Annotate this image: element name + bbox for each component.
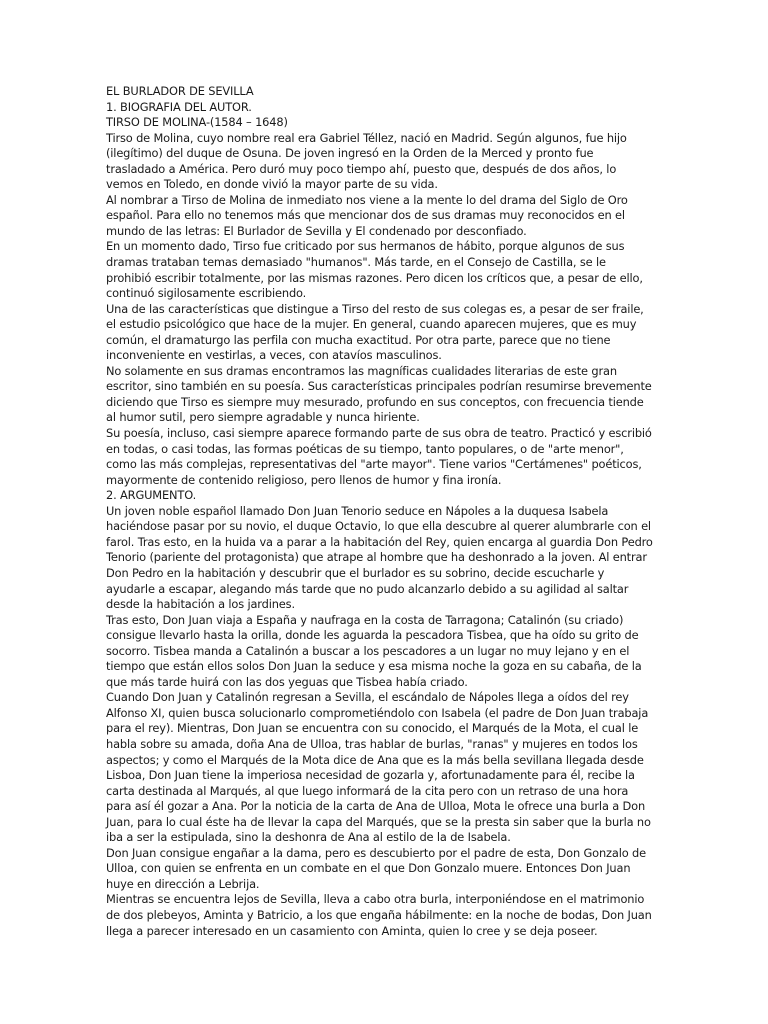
author-heading: TIRSO DE MOLINA-(1584 – 1648)	[106, 115, 288, 130]
plot-paragraph: Cuando Don Juan y Catalinón regresan a Sevilla, el escándalo de Nápoles llega a oídos del rey Alfonso XI, quien busca solucionarlo comprometiéndolo con Isabela (el padre de Don Juan trabaja para el rey). Mientras, Don Juan se encuentra con su conocido, el Marqués de la Mota, el cual le habla sobre su amada, doña Ana de Ulloa, tras hablar de burlas, "ranas" y mujeres en todos los aspectos; y como el Marqués de la Mota dice de Ana que es la más bella sevillana llegada desde Lisboa, Don Juan tiene la imperiosa necesidad de gozarla y, afortunadamente para él, recibe la carta destinada al Marqués, al que luego informará de la cita pero con un retraso de una hora para así él gozar a Ana. Por la noticia de la carta de Ana de Ulloa, Mota le ofrece una burla a Don Juan, para lo cual éste ha de llevar la capa del Marqués, que se la presta sin saber que la burla no iba a ser la estipulada, sino la deshonra de Ana al estilo de la de Isabela.	[106, 690, 651, 845]
plot-paragraph: Don Juan consigue engañar a la dama, pero es descubierto por el padre de esta, Don Gonzalo de Ulloa, con quien se enfrenta en un combate en el que Don Gonzalo muere. Entonces Don Juan huye en dirección a Lebrija.	[106, 845, 646, 891]
bio-paragraph: En un momento dado, Tirso fue criticado por sus hermanos de hábito, porque algunos de sus dramas trataban temas demasiado "humanos". Más tarde, en el Consejo de Castilla, se le prohibió escribir totalmente, por las mismas razones. Pero dicen los críticos que, a pesar de ello, continuó sigilosamente escribiendo.	[106, 239, 643, 301]
bio-paragraph: Su poesía, incluso, casi siempre aparece formando parte de sus obra de teatro. Practicó y escribió en todas, o casi todas, las formas poéticas de su tiempo, tanto populares, o de "arte menor", como las más complejas, representativas del "arte mayor". Tiene varios "Certámenes" poéticos, mayormente de contenido religioso, pero llenos de humor y fina ironía.	[106, 426, 652, 487]
plot-paragraph: Mientras se encuentra lejos de Sevilla, lleva a cabo otra burla, interponiéndose en el matrimonio de dos plebeyos, Aminta y Batricio, a los que engaña hábilmente: en la noche de bodas, Don Juan llega a parecer interesado en un casamiento con Aminta, quien lo cree y se deja poseer.	[106, 892, 652, 938]
section-heading-plot: 2. ARGUMENTO.	[106, 488, 197, 503]
bio-paragraph: Al nombrar a Tirso de Molina de inmediato nos viene a la mente lo del drama del Siglo de Oro español. Para ello no tenemos más que mencionar dos de sus dramas muy reconocidos en el mundo de las letras: El Burlador de Sevilla y El condenado por desconfiado.	[106, 192, 628, 238]
plot-paragraph: Un joven noble español llamado Don Juan Tenorio seduce en Nápoles a la duquesa Isabela haciéndose pasar por su novio, el duque Octavio, lo que ella descubre al querer alumbrarle con el farol. Tras esto, en la huida va a parar a la habitación del Rey, quien encarga al guardia Don Pedro Tenorio (pariente del protagonista) que atrape al hombre que ha deshonrado a la joven. Al entrar Don Pedro en la habitación y descubrir que el burlador es su sobrino, decide escucharle y ayudarle a escapar, alegando más tarde que no pudo alcanzarlo debido a su agilidad al saltar desde la habitación a los jardines.	[106, 503, 653, 612]
bio-paragraph: Una de las características que distingue a Tirso del resto de sus colegas es, a pesar de ser fraile, el estudio psicológico que hace de la mujer. En general, cuando aparecen mujeres, que es muy común, el dramaturgo las perfila con mucha exactitud. Por otra parte, parece que no tiene inconveniente en vestirlas, a veces, con atavíos masculinos.	[106, 301, 644, 363]
section-heading-biography: 1. BIOGRAFIA DEL AUTOR.	[106, 99, 252, 114]
bio-paragraph: No solamente en sus dramas encontramos las magníficas cualidades literarias de este gran escritor, sino también en su poesía. Sus características principales podrían resumirse brevemente diciendo que Tirso es siempre muy mesurado, profundo en sus conceptos, con frecuencia tiende al humor sutil, pero siempre agradable y nunca hiriente.	[106, 363, 652, 425]
plot-paragraph: Tras esto, Don Juan viaja a España y naufraga en la costa de Tarragona; Catalinón (su criado) consigue llevarlo hasta la orilla, donde les aguarda la pescadora Tisbea, que ha oído su grito de socorro. Tisbea manda a Catalinón a buscar a los pescadores a un lugar no muy lejano y en el tiempo que están ellos solos Don Juan la seduce y esa misma noche la goza en su cabaña, de la que más tarde huirá con las dos yeguas que Tisbea había criado.	[106, 612, 642, 689]
document-title: EL BURLADOR DE SEVILLA	[106, 84, 254, 98]
bio-paragraph: Tirso de Molina, cuyo nombre real era Gabriel Téllez, nació en Madrid. Según algunos, fue hijo (ilegítimo) del duque de Osuna. De joven ingresó en la Orden de la Merced y pronto fue trasladado a América. Pero duró muy poco tiempo ahí, puesto que, después de dos años, lo vemos en Toledo, en donde vivió la mayor parte de su vida.	[106, 130, 627, 192]
document-page	[106, 84, 654, 939]
